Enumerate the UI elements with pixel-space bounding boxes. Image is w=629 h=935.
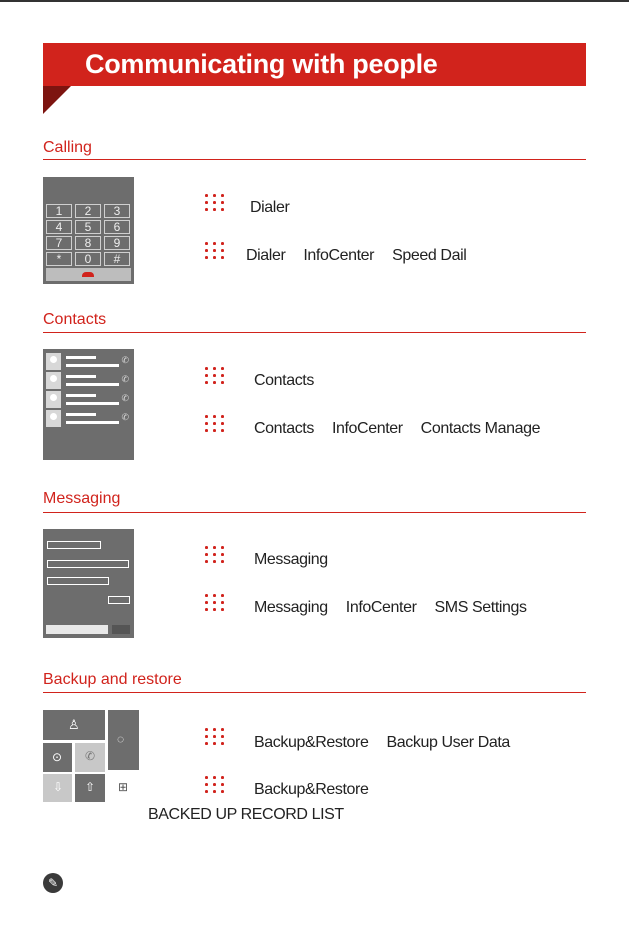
phone-icon: ✆ <box>121 355 129 365</box>
grid-dot <box>205 742 208 745</box>
grid-dot <box>205 208 208 211</box>
grid-dot <box>213 256 216 259</box>
contacts-step-1 <box>254 372 314 390</box>
call-bar <box>46 268 131 281</box>
avatar <box>46 353 61 370</box>
grid-dot <box>205 560 208 563</box>
grid-dot <box>205 728 208 731</box>
dots-grid-icon <box>205 728 225 748</box>
avatar <box>46 391 61 408</box>
menu-path-item: InfoCenter <box>331 420 403 437</box>
grid-dot <box>221 553 224 556</box>
messaging-step-2 <box>254 599 527 617</box>
grid-dot <box>221 429 224 432</box>
menu-path-item: InfoCenter <box>303 247 375 264</box>
tile <box>108 710 139 770</box>
grid-dot <box>221 256 224 259</box>
top-rule <box>0 0 629 2</box>
grid-dot <box>205 367 208 370</box>
chat-icon: ◌ <box>117 732 125 746</box>
grid-dot <box>221 208 224 211</box>
grid-dot <box>205 594 208 597</box>
grid-dot <box>221 415 224 418</box>
banner-fold <box>43 86 71 114</box>
grid-dot <box>213 429 216 432</box>
upload-icon: ⇧ <box>85 780 96 794</box>
grid-dot <box>221 201 224 204</box>
download-icon: ⇩ <box>53 780 64 794</box>
dialpad-key: 1 <box>46 204 72 218</box>
tile <box>43 710 105 740</box>
person-icon: ♙ <box>68 717 80 732</box>
contact-row <box>46 372 131 390</box>
grid-dot <box>221 194 224 197</box>
contact-row <box>46 391 131 409</box>
grid-dot <box>205 201 208 204</box>
grid-dot <box>213 422 216 425</box>
grid-dot <box>221 728 224 731</box>
phone-icon: ✆ <box>121 393 129 403</box>
backup-step-1 <box>254 734 510 752</box>
grid-dot <box>205 783 208 786</box>
message-bubble <box>47 577 109 585</box>
grid-dot <box>213 776 216 779</box>
menu-path-item: Contacts <box>254 420 314 437</box>
grid-dot <box>213 208 216 211</box>
dots-grid-icon <box>205 415 225 435</box>
tile <box>75 743 105 772</box>
grid-dot <box>221 249 224 252</box>
dots-grid-icon <box>205 367 225 387</box>
phone-icon <box>82 272 94 277</box>
grid-dot <box>213 374 216 377</box>
grid-dot <box>221 776 224 779</box>
messaging-thumbnail <box>43 529 134 638</box>
grid-dot <box>213 367 216 370</box>
phone-icon: ✆ <box>85 749 96 763</box>
grid-dot <box>221 742 224 745</box>
page-title: Communicating with people <box>85 49 438 79</box>
grid-dot <box>205 546 208 549</box>
grid-dot <box>205 608 208 611</box>
section-rule <box>43 159 586 160</box>
dots-grid-icon <box>205 194 225 214</box>
dots-grid-icon <box>205 594 225 614</box>
grid-dot <box>205 256 208 259</box>
dialpad-key: 5 <box>75 220 101 234</box>
dialpad-key: 6 <box>104 220 130 234</box>
location-icon: ⊙ <box>52 750 63 764</box>
grid-dot <box>221 546 224 549</box>
dialpad-key: 0 <box>75 252 101 266</box>
tile <box>75 774 105 802</box>
menu-path-item: Backup&Restore <box>254 781 369 798</box>
grid-dot <box>213 728 216 731</box>
grid-dot <box>213 242 216 245</box>
tile <box>108 774 139 802</box>
menu-path-item: Backup&Restore <box>254 734 369 751</box>
tile <box>43 774 72 802</box>
phone-icon: ✆ <box>121 412 129 422</box>
grid-dot <box>221 242 224 245</box>
backup-thumbnail <box>43 710 139 802</box>
backup-step-2 <box>254 781 368 799</box>
dialpad-key: * <box>46 252 72 266</box>
grid-dot <box>213 560 216 563</box>
menu-path-item: Dialer <box>250 199 290 216</box>
grid-dot <box>213 735 216 738</box>
grid-dot <box>213 546 216 549</box>
menu-path-item: Messaging <box>254 599 328 616</box>
messaging-step-1 <box>254 551 328 569</box>
section-title-calling: Calling <box>43 139 92 156</box>
grid-dot <box>221 783 224 786</box>
pencil-icon: ✎ <box>43 873 63 893</box>
grid-dot <box>221 594 224 597</box>
menu-path-item: SMS Settings <box>434 599 527 616</box>
grid-dot <box>221 374 224 377</box>
grid-dot <box>213 601 216 604</box>
menu-path-item: InfoCenter <box>345 599 417 616</box>
grid-dot <box>205 776 208 779</box>
grid-dot <box>205 790 208 793</box>
section-title-messaging: Messaging <box>43 490 121 507</box>
dots-grid-icon <box>205 546 225 566</box>
dots-grid-icon <box>205 242 225 262</box>
avatar <box>46 410 61 427</box>
dialpad-key: 9 <box>104 236 130 250</box>
contacts-thumbnail <box>43 349 134 460</box>
section-rule <box>43 512 586 513</box>
grid-dot <box>205 422 208 425</box>
menu-path-item: Dialer <box>246 247 286 264</box>
menu-path-item: Contacts <box>254 372 314 389</box>
menu-path-item: Contacts Manage <box>420 420 541 437</box>
menu-path-item: Backup User Data <box>386 734 510 751</box>
grid-dot <box>213 790 216 793</box>
dots-grid-icon <box>205 776 225 796</box>
grid-dot <box>205 249 208 252</box>
grid-dot <box>221 560 224 563</box>
tile <box>43 743 72 772</box>
grid-dot <box>213 594 216 597</box>
send-button-mock <box>112 625 130 634</box>
grid-dot <box>221 367 224 370</box>
dialpad-key: 3 <box>104 204 130 218</box>
message-bubble <box>47 560 129 568</box>
contact-row <box>46 410 131 428</box>
grid-dot <box>213 783 216 786</box>
grid-dot <box>205 735 208 738</box>
calling-step-1 <box>250 199 289 217</box>
grid-dot <box>205 242 208 245</box>
section-title-contacts: Contacts <box>43 311 107 328</box>
dialer-thumbnail <box>43 177 134 284</box>
message-input-bar <box>46 625 108 634</box>
grid-dot <box>213 249 216 252</box>
grid-dot <box>205 381 208 384</box>
grid-dot <box>213 381 216 384</box>
grid-dot <box>221 422 224 425</box>
backup-step-2-continued: BACKED UP RECORD LIST <box>148 806 344 823</box>
grid-dot <box>205 194 208 197</box>
grid-dot <box>213 415 216 418</box>
menu-path-item: Speed Dail <box>392 247 467 264</box>
phone-icon: ✆ <box>121 374 129 384</box>
dialpad-key: # <box>104 252 130 266</box>
section-rule <box>43 692 586 693</box>
dialpad-key: 7 <box>46 236 72 250</box>
grid-dot <box>213 553 216 556</box>
section-title-backup: Backup and restore <box>43 671 182 688</box>
grid-dot <box>205 429 208 432</box>
message-bubble <box>108 596 130 604</box>
grid-dot <box>221 601 224 604</box>
grid-dot <box>213 194 216 197</box>
grid-icon: ⊞ <box>118 780 129 794</box>
grid-dot <box>205 601 208 604</box>
grid-dot <box>221 790 224 793</box>
message-bubble <box>47 541 101 549</box>
grid-dot <box>213 608 216 611</box>
dialpad-key: 8 <box>75 236 101 250</box>
contacts-step-2 <box>254 420 540 438</box>
grid-dot <box>213 742 216 745</box>
grid-dot <box>205 374 208 377</box>
title-banner <box>43 43 586 86</box>
dialpad-key: 2 <box>75 204 101 218</box>
contact-row <box>46 353 131 371</box>
avatar <box>46 372 61 389</box>
grid-dot <box>221 735 224 738</box>
menu-path-item: Messaging <box>254 551 328 568</box>
grid-dot <box>205 553 208 556</box>
section-rule <box>43 332 586 333</box>
grid-dot <box>213 201 216 204</box>
calling-step-2 <box>246 247 466 265</box>
grid-dot <box>221 608 224 611</box>
grid-dot <box>205 415 208 418</box>
grid-dot <box>221 381 224 384</box>
dialpad-key: 4 <box>46 220 72 234</box>
